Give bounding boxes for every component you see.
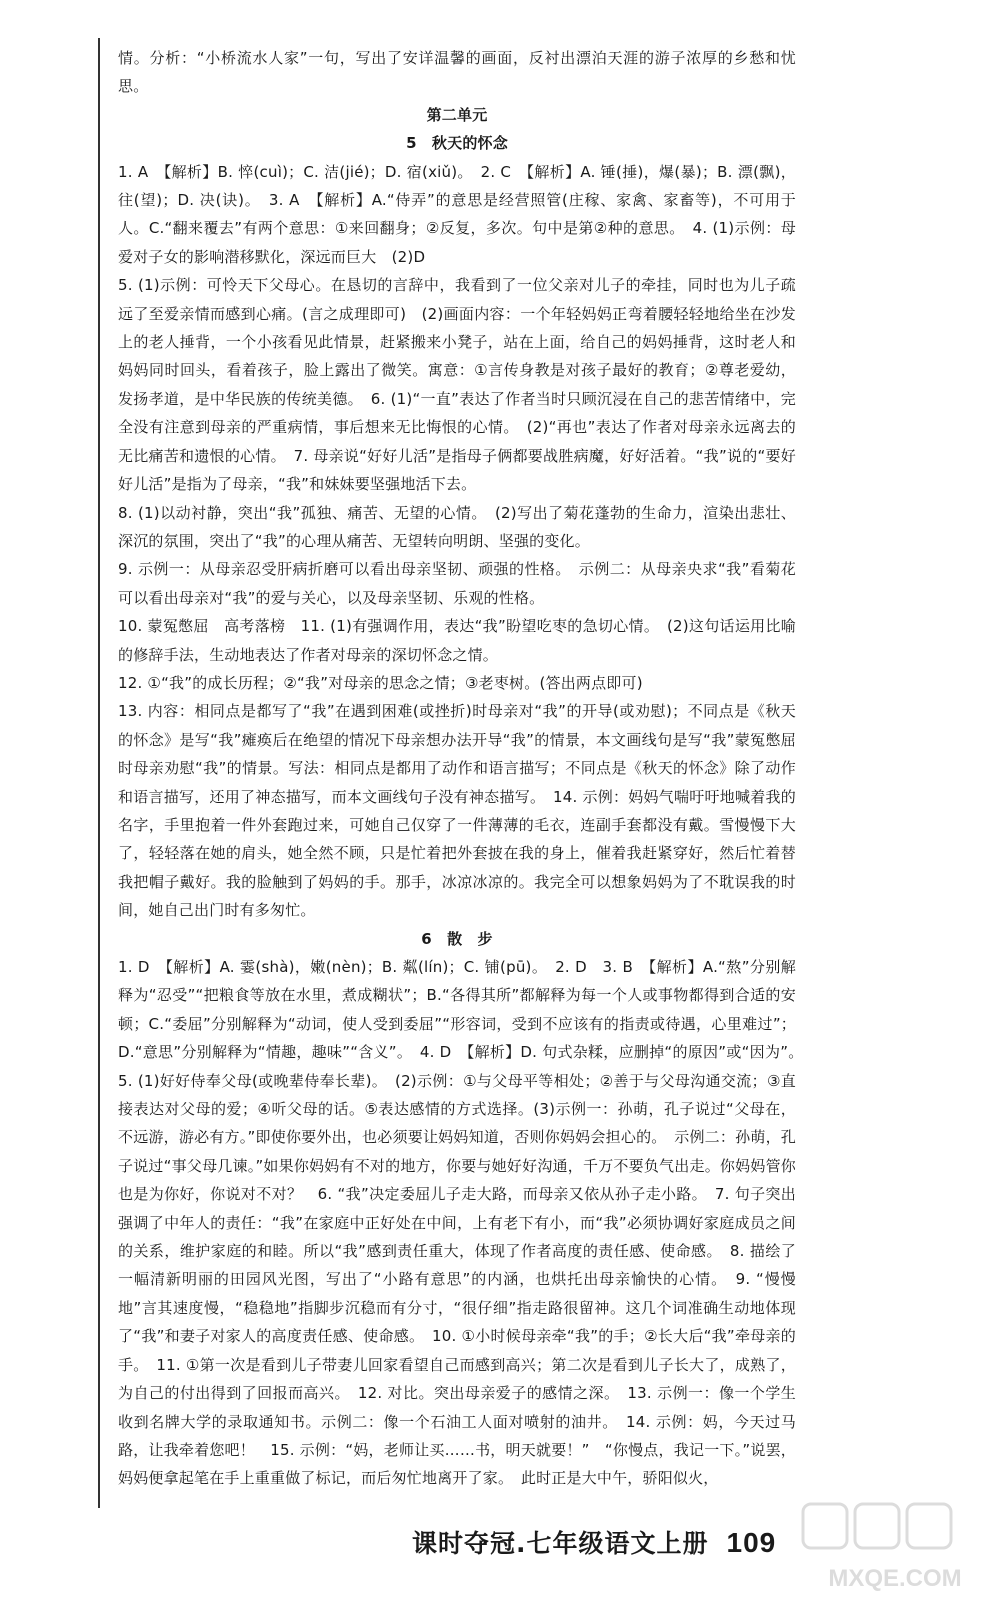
answer-paragraph: 8. (1)以动衬静，突出“我”孤独、痛苦、无望的心情。 (2)写出了菊花蓬勃的生命力，渲染出悲壮、深沉的氛围，突出了“我”的心理从痛苦、无望转向明朗、坚强的变化。 xyxy=(118,503,796,550)
answer-paragraph: 12. ①“我”的成长历程；②“我”对母亲的思念之情；③老枣树。(答出两点即可) xyxy=(118,673,643,692)
answer-paragraph: 1. A 【解析】B. 悴(cuì)；C. 洁(jié)；D. 宿(xiǔ)。 2. C 【解析】A. 锤(捶)，爆(暴)；B. 漂(飘)，往(望)；D. 决(诀)。 3. A 【解析】A.“侍弄”的意思是经营照管(庄稼、家禽、家畜等)，不可用于人。C.“翻来覆去”有两个意思：①来回翻身；②反复，多次。句中是第②种的意思。 4. (1)示例：母爱对子女的影响潜移默化，深远而巨大 (2)D xyxy=(118,162,796,266)
answer-paragraph: 10. 蒙冤憋屈 高考落榜 11. (1)有强调作用，表达“我”盼望吃枣的急切心情。 (2)这句话运用比喻的修辞手法，生动地表达了作者对母亲的深切怀念之情。 xyxy=(118,617,796,664)
page-footer xyxy=(412,1524,776,1560)
book-title: 课时夺冠.七年级语文上册 xyxy=(412,1529,709,1558)
answer-content xyxy=(118,44,812,1493)
answer-paragraph: 情。分析：“小桥流水人家”一句，写出了安详温馨的画面，反衬出漂泊天涯的游子浓厚的乡愁和忧思。 xyxy=(118,49,796,96)
section-heading: 5 秋天的怀念 xyxy=(406,134,508,153)
watermark-logo xyxy=(795,1500,995,1595)
answer-paragraph: 5. (1)示例：可怜天下父母心。在恳切的言辞中，我看到了一位父亲对儿子的牵挂，同时也为儿子疏远了至爱亲情而感到心痛。(言之成理即可) (2)画面内容：一个年轻妈妈正弯着腰轻轻地给坐在沙发上的老人捶背，一个小孩看见此情景，赶紧搬来小凳子，站在上面，给自己的妈妈捶背，这时老人和妈妈同时回头，看着孩子，脸上露出了微笑。寓意：①言传身教是对孩子最好的教育；②尊老爱幼，发扬孝道，是中华民族的传统美德。 6. (1)“一直”表达了作者当时只顾沉浸在自己的悲苦情绪中，完全没有注意到母亲的严重病情，事后想来无比悔恨的心情。 (2)“再也”表达了作者对母亲永远离去的无比痛苦和遗恨的心情。 7. 母亲说“好好儿活”是指母子俩都要战胜病魔，好好活着。“我”说的“要好好儿活”是指为了母亲，“我”和妹妹要坚强地活下去。 xyxy=(118,276,796,494)
page-number: 109 xyxy=(726,1527,777,1558)
margin-rule xyxy=(98,38,100,1508)
answer-paragraph: 9. 示例一：从母亲忍受肝病折磨可以看出母亲坚韧、顽强的性格。 示例二：从母亲央求“我”看菊花可以看出母亲对“我”的爱与关心，以及母亲坚韧、乐观的性格。 xyxy=(118,560,796,607)
section-heading: 第二单元 xyxy=(426,105,488,124)
answer-paragraph: 1. D 【解析】A. 霎(shà)，嫩(nèn)；B. 粼(lín)；C. 铺(pū)。 2. D 3. B 【解析】A.“熬”分别解释为“忍受”“把粮食等放在水里，煮成糊状”；B.“各得其所”都解释为每一个人或事物都得到合适的安顿；C.“委屈”分别解释为“动词，使人受到委屈”“形容词，受到不应该有的指责或待遇，心里难过”；D.“意思”分别解释为“情趣，趣味”“含义”。 4. D 【解析】D. 句式杂糅，应删掉“的原因”或“因为”。 5. (1)好好侍奉父母(或晚辈侍奉长辈)。 (2)示例：①与父母平等相处；②善于与父母沟通交流；③直接表达对父母的爱；④听父母的话。⑤表达感情的方式选择。(3)示例一：孙萌，孔子说过“父母在，不远游，游必有方。”即使你要外出，也必须要让妈妈知道，否则你妈妈会担心的。 示例二：孙萌，孔子说过“事父母几谏。”如果你妈妈有不对的地方，你要与她好好沟通，千万不要负气出走。你妈妈管你也是为你好，你说对不对？ 6. “我”决定委屈儿子走大路，而母亲又依从孙子走小路。 7. 句子突出强调了中年人的责任：“我”在家庭中正好处在中间，上有老下有小，而“我”必须协调好家庭成员之间的关系，维护家庭的和睦。所以“我”感到责任重大，体现了作者高度的责任感、使命感。 8. 描绘了一幅清新明丽的田园风光图，写出了“小路有意思”的内涵，也烘托出母亲愉快的心情。 9. “慢慢地”言其速度慢，“稳稳地”指脚步沉稳而有分寸，“很仔细”指走路很留神。这几个词准确生动地体现了“我”和妻子对家人的高度责任感、使命感。 10. ①小时候母亲牵“我”的手；②长大后“我”牵母亲的手。 11. ①第一次是看到儿子带妻儿回家看望自己而感到高兴；第二次是看到儿子长大了，成熟了，为自己的付出得到了回报而高兴。 12. 对比。突出母亲爱子的感情之深。 13. 示例一：像一个学生收到名牌大学的录取通知书。示例二：像一个石油工人面对喷射的油井。 14. 示例：妈，今天过马路，让我牵着您吧！ 15. 示例：“妈，老师让买……书，明天就要！” “你慢点，我记一下。”说罢，妈妈便拿起笔在手上重重做了标记，而后匆忙地离开了家。 此时正是大中午，骄阳似火， xyxy=(118,958,812,1488)
answer-paragraph: 13. 内容：相同点是都写了“我”在遇到困难(或挫折)时母亲对“我”的开导(或劝慰)；不同点是《秋天的怀念》是写“我”瘫痪后在绝望的情况下母亲想办法开导“我”的情景，本文画线句是写“我”蒙冤憋屈时母亲劝慰“我”的情景。写法：相同点是都用了动作和语言描写；不同点是《秋天的怀念》除了动作和语言描写，还用了神态描写，而本文画线句子没有神态描写。 14. 示例：妈妈气喘吁吁地喊着我的名字，手里抱着一件外套跑过来，可她自己仅穿了一件薄薄的毛衣，连副手套都没有戴。雪慢慢下大了，轻轻落在她的肩头，她全然不顾，只是忙着把外套披在我的身上，催着我赶紧穿好，然后忙着替我把帽子戴好。我的脸触到了妈妈的手。那手，冰凉冰凉的。我完全可以想象妈妈为了不耽误我的时间，她自己出门时有多匆忙。 xyxy=(118,702,796,920)
watermark-text: MXQE.COM xyxy=(828,1565,962,1592)
section-heading: 6 散 步 xyxy=(421,929,493,948)
